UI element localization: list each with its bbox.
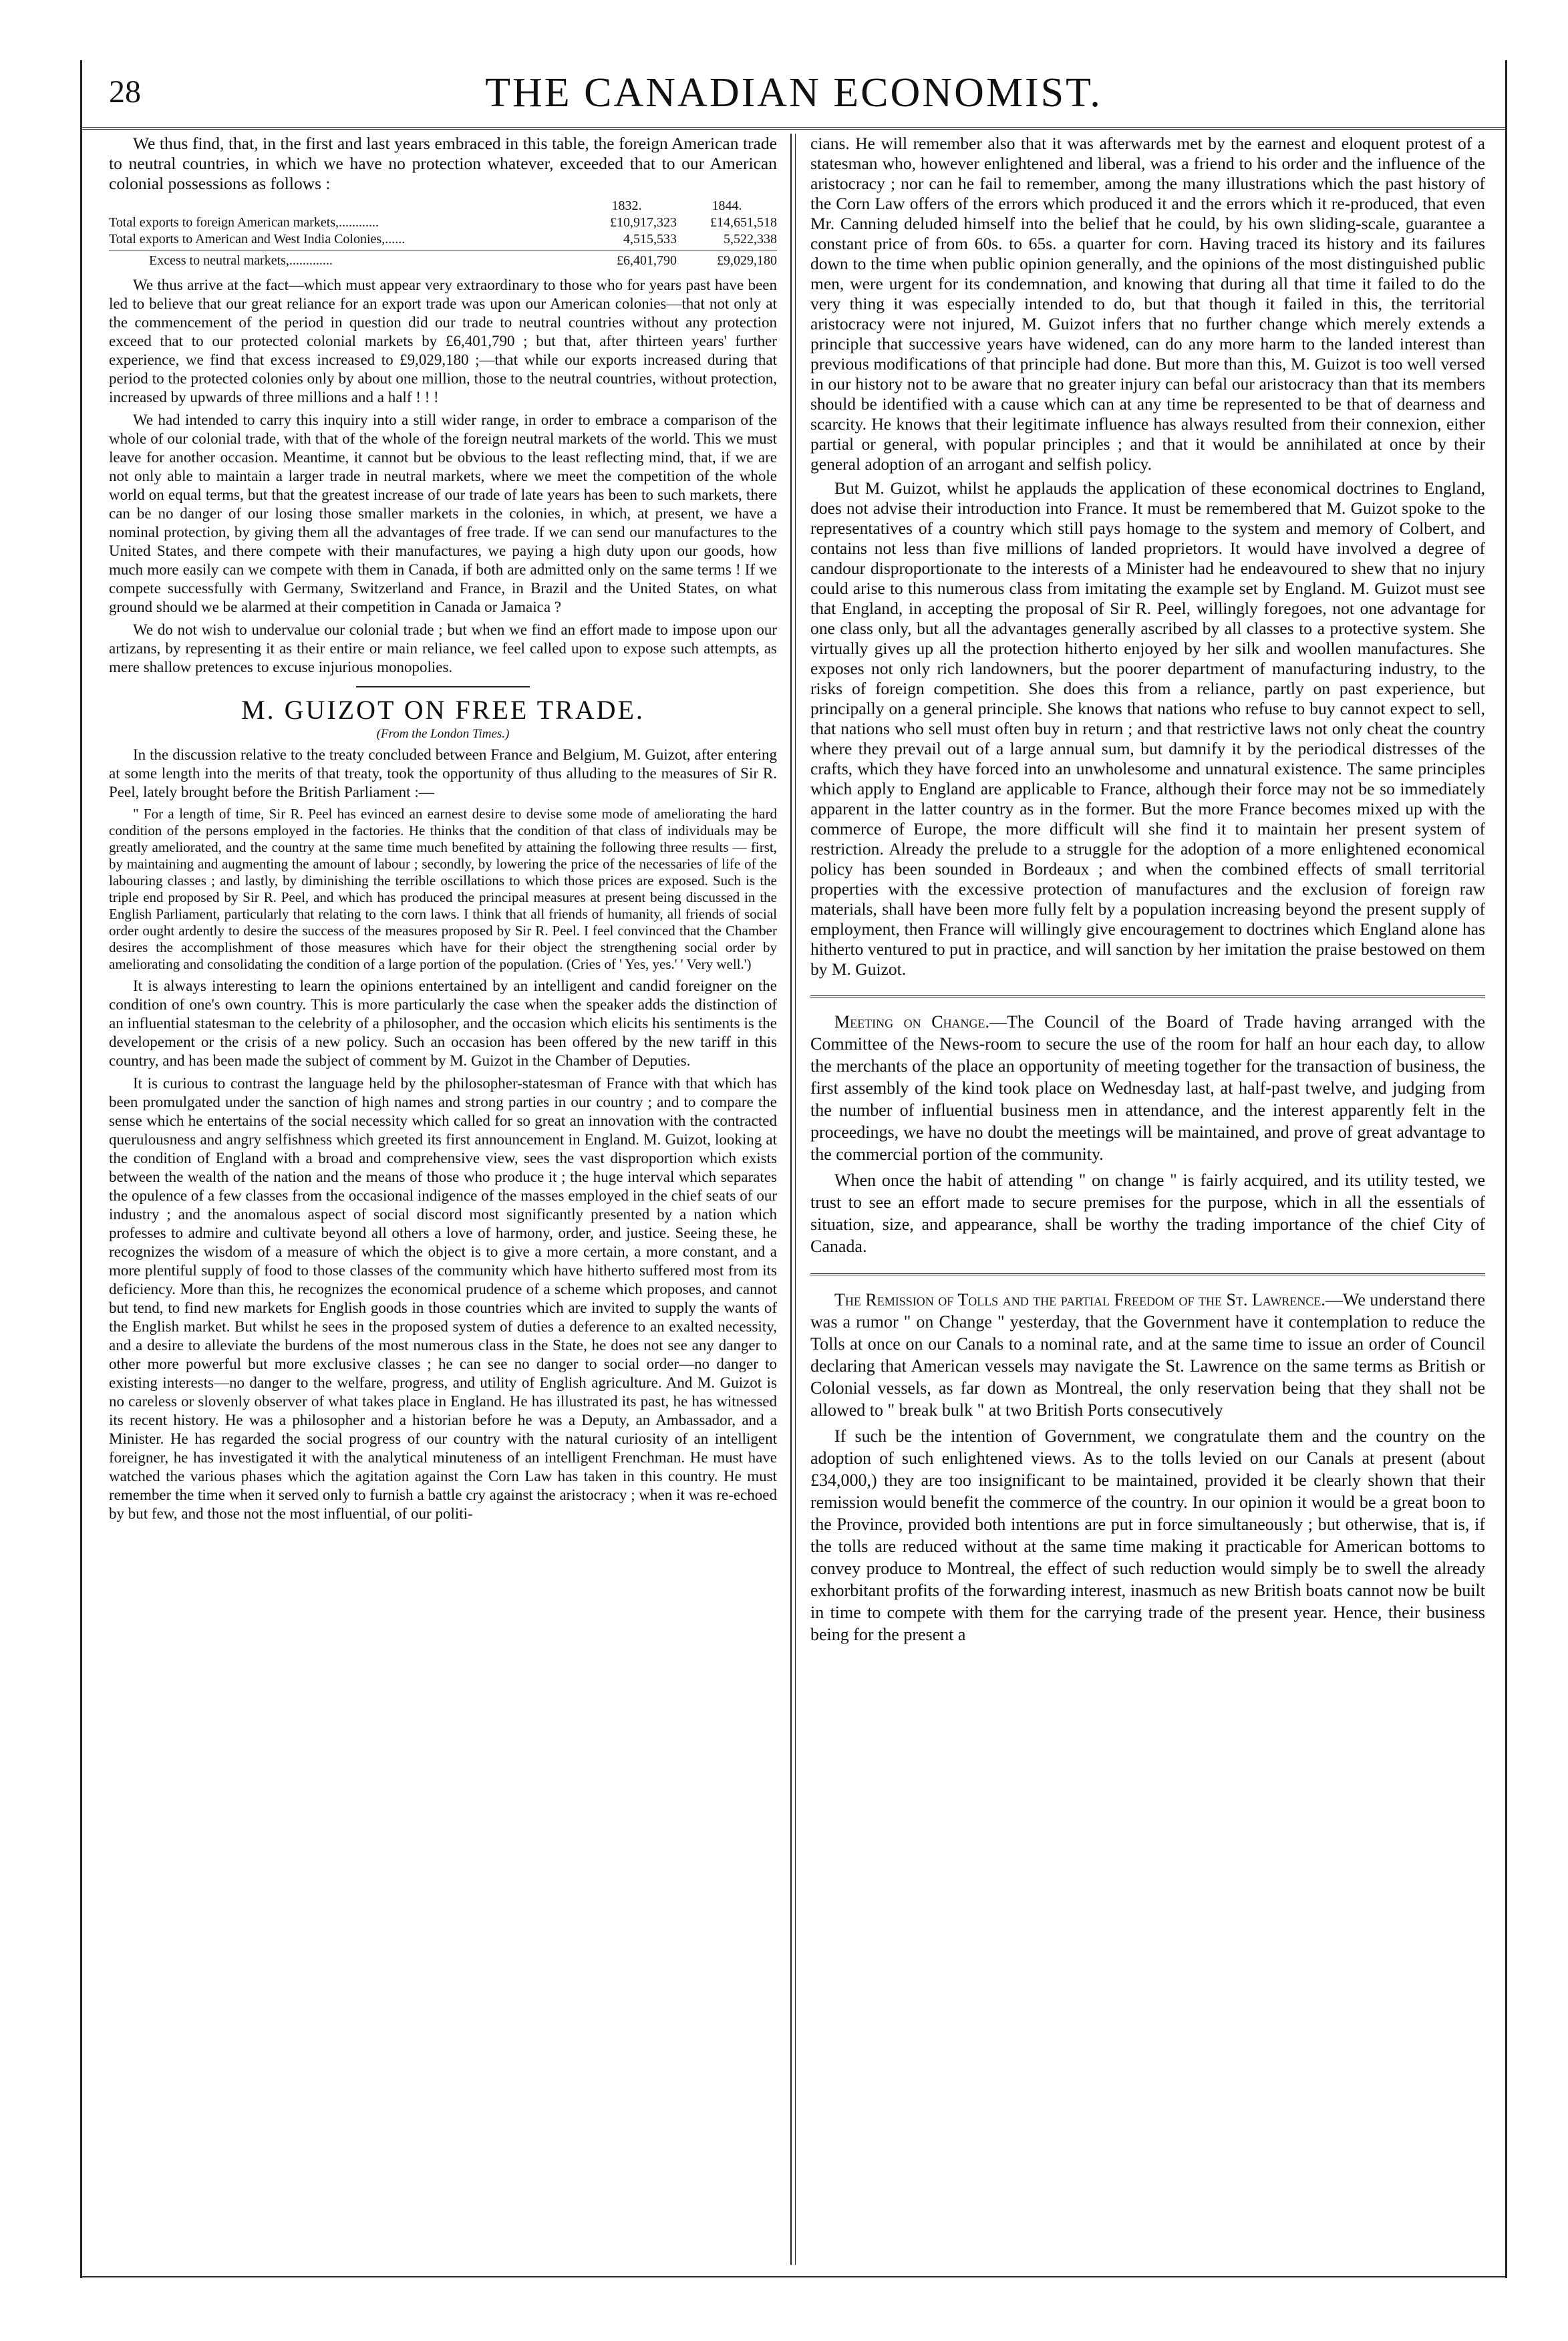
total-value: £9,029,180	[717, 253, 777, 268]
paragraph: If such be the intention of Government, we congratulate them and the country on the adoption of such enlightened views. As to the tolls levied on our Canals at present (about £34,000,) they are too insignificant to be maintained, provided it be clearly shown that their remission would benefit the commerce of the country. In our opinion it would be a great boon to the Province, provided both intentions are put in force simultaneously ; but otherwise, that is, if the tolls are reduced without at the same time making it practicable for American bottoms to convey produce to Montreal, the effect of such reduction would simply be to swell the already exhorbitant profits of the forwarding interest, inasmuch as new British boats cannot now be built in time to compete with them for the carrying trade of the present year. Hence, their business being for the present a	[810, 1426, 1485, 1644]
section-rule	[810, 995, 1485, 997]
page-title: THE CANADIAN ECONOMIST.	[485, 70, 1102, 116]
section-rule	[810, 1273, 1485, 1275]
bottom-rule	[82, 2276, 1505, 2278]
remission-heading: The Remission of Tolls and the partial Freedom of the St. Lawrence.	[834, 1290, 1325, 1309]
paragraph: It is curious to contrast the language held by the philosopher-statesman of France with that which has been promulgated under the sanction of high names and strong parties in our country ; and to compare the sense which he entertains of the social necessity which called for so great an innovation with the contracted querulousness and angry selfishness which greeted its first announcement in England. M. Guizot, looking at the condition of England with a broad and comprehensive view, sees the vast disproportion which exists between the wealth of the nation and the means of those who produce it ; the huge interval which separates the opulence of a few classes from the occasional indigence of the masses employed in the chief seats of our industry ; and the anomalous aspect of social discord most significantly presented by a nation which professes to admire and cultivate beyond all others a love of harmony, order, and justice. Seeing these, he recognizes the wisdom of a measure of which the object is to give a more certain, a more constant, and a more plentiful supply of food to those classes of the community which have hitherto suffered most from its deficiency. More than this, he recognizes the economical prudence of a scheme which proposes, and cannot but tend, to find new markets for English goods in those countries which are invited to supply the wants of the English market. But whilst he sees in the proposed system of duties a deference to an exalted necessity, and a desire to alleviate the burdens of the most numerous class in the State, he does not see any danger to other more powerful but more exclusive classes ; he can see no danger to social order—no danger to existing interests—no danger to the welfare, progress, and utility of English agriculture. And M. Guizot is no careless or slovenly observer of what takes place in England. He has illustrated its past, he has witnessed its recent history. He was a philosopher and a historian before he was a Deputy, an Ambassador, and a Minister. He has regarded the social progress of our country with the natural curiosity of an intelligent foreigner, he has investigated it with the analytical minuteness of an intelligent Frenchman. He must have watched the various phases which the agitation against the Corn Law has taken in this country. He must remember the time when it served only to furnish a battle cry against the aristocracy ; when it was re-echoed by but few, and those not the most influential, of our politi-	[109, 1075, 777, 1522]
meeting-paragraph	[810, 1011, 1485, 1165]
article-title: M. GUIZOT ON FREE TRADE.	[241, 695, 645, 725]
paragraph: We thus arrive at the fact—which must appear very extraordinary to those who for years past have been led to believe that our great reliance for an export trade was upon our American colonies—that not only at the commencement of the period in question did our trade to neutral countries without any protection exceed that to our protected colonial markets by £6,401,790 ; but that, after thirteen years' further experience, we find that excess increased to £9,029,180 ;—that while our exports increased during that period to the protected colonies only by about one million, those to the neutral countries, without protection, increased by upwards of three millions and a half ! ! !	[109, 277, 777, 406]
remission-text: —We understand there was a rumor " on Change " yesterday, that the Government have it contemplation to reduce the Tolls at once on our Canals to a nominal rate, and at the same time to issue an order of Council declaring that American vessels may navigate the St. Lawrence on the same terms as British or Colonial vessels, as far down as Montreal, the only reservation being that they shall not be allowed to " break bulk " at two British Ports consecutively	[810, 1290, 1485, 1420]
year-1832: 1832.	[611, 198, 642, 213]
paragraph: It is always interesting to learn the opinions entertained by an intelligent and candid foreigner on the condition of one's own country. This is more particularly the case when the speaker adds the distinction of an influential statesman to the celebrity of a philosopher, and the occasion which elicits his sentiments is the developement or the crisis of a new policy. Such an occasion has been offered by the new tariff in this country, and has been made the subject of comment by M. Guizot in the Chamber of Deputies.	[109, 977, 777, 1069]
paragraph: cians. He will remember also that it was afterwards met by the earnest and eloquent protest of a statesman who, however enlightened and liberal, was a friend to his order and the influence of the aristocracy ; nor can he fail to remember, among the many illustrations which the past history of the Corn Law offers of the errors which produced it and the errors which it re-produced, that even Mr. Canning deluded himself into the belief that he could, by his own sliding-scale, guarantee a constant price of from 60s. to 65s. a quarter for corn. Having traced its history and its failures down to the time when public opinion generally, and the opinions of the most distinguished public men, were urgent for its condemnation, and knowing that during all that time it failed to do the very thing it was especially intended to do, but that though it failed in this, the territorial aristocracy were not injured, M. Guizot infers that no further change which merely extends a principle that successive years have widened, can do any more harm to the landed interest than previous modifications of that principle had done. But more than this, M. Guizot is too well versed in our history not to be aware that no greater injury can befal our aristocracy than that its members should be identified with a cause which can at any time be represented to be that of dearness and scarcity. He knows that their legitimate influence has always resulted from their connexion, either partial or general, with popular principles ; and that it would be annihilated at once by their general adoption of an arrogant and selfish policy.	[810, 134, 1485, 474]
right-column	[810, 134, 1485, 2258]
paragraph: When once the habit of attending " on change " is fairly acquired, and its utility tested, we trust to see an effort made to secure premises for the purpose, which in all the essentials of situation, size, and appearance, shall be worthy the trading importance of the chief City of Canada.	[810, 1170, 1485, 1256]
newspaper-page	[80, 60, 1507, 2278]
column-divider-inner	[795, 134, 796, 2265]
table-row	[109, 231, 777, 248]
table-row	[109, 214, 777, 231]
row-value: 5,522,338	[724, 232, 777, 247]
total-value: £6,401,790	[617, 253, 677, 268]
row-label: Total exports to foreign American markets,............	[109, 215, 379, 230]
page-header	[82, 60, 1505, 130]
section-rule	[356, 686, 530, 687]
block-quote: " For a length of time, Sir R. Peel has evinced an earnest desire to devise some mode of ameliorating the hard condition of the persons employed in the factories. He thinks that the condition of that class of individuals may be greatly ameliorated, and the country at the same time much benefited by attaining the following three results — first, by maintaining and augmenting the amount of labour ; secondly, by lowering the price of the necessaries of life of the labouring classes ; and lastly, by diminishing the terrible oscillations to which those prices are exposed. Such is the triple end proposed by Sir R. Peel, and which has produced the principal measures at present being discussed in the English Parliament, particularly that relating to the corn laws. I think that all friends of humanity, all friends of social order ought ardently to desire the success of the measures proposed by Sir R. Peel. I feel convinced that the Chamber desires the accomplishment of those measures which have for their object the strengthening social order by ameliorating and consolidating the condition of a large portion of the population. (Cries of ' Yes, yes.' ' Very well.')	[109, 806, 777, 972]
row-value: £14,651,518	[710, 215, 777, 230]
total-label: Excess to neutral markets,.............	[149, 253, 333, 268]
column-divider	[790, 134, 792, 2265]
paragraph: We do not wish to undervalue our colonial trade ; but when we find an effort made to impose upon our artizans, by representing it as their entire or main reliance, we feel called upon to expose such attempts, as mere shallow pretences to excuse injurious monopolies.	[109, 621, 777, 675]
row-label: Total exports to American and West India Colonies,......	[109, 232, 406, 247]
row-value: 4,515,533	[623, 232, 677, 247]
remission-paragraph	[810, 1289, 1485, 1421]
paragraph: In the discussion relative to the treaty concluded between France and Belgium, M. Guizot, after entering at some length into the merits of that treaty, took the opportunity of thus alluding to the measures of Sir R. Peel, lately brought before the British Parliament :—	[109, 746, 777, 800]
table-header-row	[109, 198, 777, 214]
paragraph: We had intended to carry this inquiry into a still wider range, in order to embrace a comparison of the whole of our colonial trade, with that of the whole of the foreign neutral markets of the world. This we must leave for another occasion. Meantime, it cannot but be obvious to the least reflecting mind, that, if we are not only able to maintain a larger trade in neutral markets, where we meet the competition of the whole world on equal terms, but that the greatest increase of our trade of late years has been to such markets, there can be no danger of our losing those smaller markets in the colonies, in which, at present, we have a nominal protection, by giving them all the advantages of free trade. If we can send our manufactures to the United States, and there compete with their manufactures, we paying a high duty upon our goods, how much more easily can we compete with them in Canada, if both are admitted only on the same terms ! If we compete successfully with Germany, Switzerland and France, in Brazil and the United States, on what ground should we be alarmed at their competition in Canada or Jamaica ?	[109, 412, 777, 615]
year-1844: 1844.	[712, 198, 742, 213]
row-value: £10,917,323	[610, 215, 677, 230]
page-number: 28	[109, 74, 141, 110]
meeting-text: —The Council of the Board of Trade having arranged with the Committee of the News-room to secure the use of the room for half an hour each day, to allow the merchants of the place an opportunity of meeting together for the transaction of business, the first assembly of the kind took place on Wednesday last, at half-past twelve, and judging from the number of influential business men in attendance, and the interest apparently felt in the proceedings, we have no doubt the meetings will be maintained, and prove of great advantage to the commercial portion of the community.	[810, 1012, 1485, 1164]
left-column	[109, 134, 777, 2258]
exports-table	[109, 198, 777, 269]
intro-paragraph: We thus find, that, in the first and last years embraced in this table, the foreign American trade to neutral countries, in which we have no protection whatever, exceeded that to our American colonial possessions as follows :	[109, 134, 777, 193]
table-total-row	[109, 251, 777, 269]
meeting-heading: Meeting on Change.	[834, 1012, 990, 1032]
paragraph: But M. Guizot, whilst he applauds the application of these economical doctrines to England, does not advise their introduction into France. It must be remembered that M. Guizot spoke to the representatives of a country which still pays homage to the system and memory of Colbert, and contains not less than five millions of landed proprietors. It would have involved a degree of candour disproportionate to the interests of a Minister had he endeavoured to shew that no injury could arise to this numerous class from imitating the example set by England. M. Guizot must see that England, in accepting the proposal of Sir R. Peel, willingly foregoes, not one advantage for one class only, but all the advantages generally ascribed by all classes to a protective system. She virtually gives up all the protection hitherto enjoyed by her silk and woollen manufactures. She exposes not only rich landowners, but the poorer department of manufacturing industry, to the risks of foreign competition. She does this from a reliance, partly on past experience, but principally on a general principle. She knows that nations who refuse to buy cannot expect to sell, that nations who sell must often buy in return ; and that restrictive laws not only cheat the country where they prevail out of a large annual sum, but damnify it by the periodical distresses of the crafts, which they have forced into an unwholesome and unnatural existence. The same principles which apply to England are applicable to France, although their force may not be so immediately apparent in the latter country as in the former. But the more France becomes mixed up with the commerce of Europe, the more difficult will she find it to maintain her present system of restriction. Already the prelude to a struggle for the adoption of a more enlightened economical policy has been sounded in Bordeaux ; and when the combined effects of small territorial properties with the excessive protection of manufactures and the exclusion of foreign raw materials, shall have been more fully felt by a population increasing beyond the present supply of employment, then France will willingly give encouragement to doctrines which England alone has hitherto ventured to put in practice, and will sanction by her imitation the praise bestowed on them by M. Guizot.	[810, 478, 1485, 979]
article-source: (From the London Times.)	[376, 727, 510, 741]
